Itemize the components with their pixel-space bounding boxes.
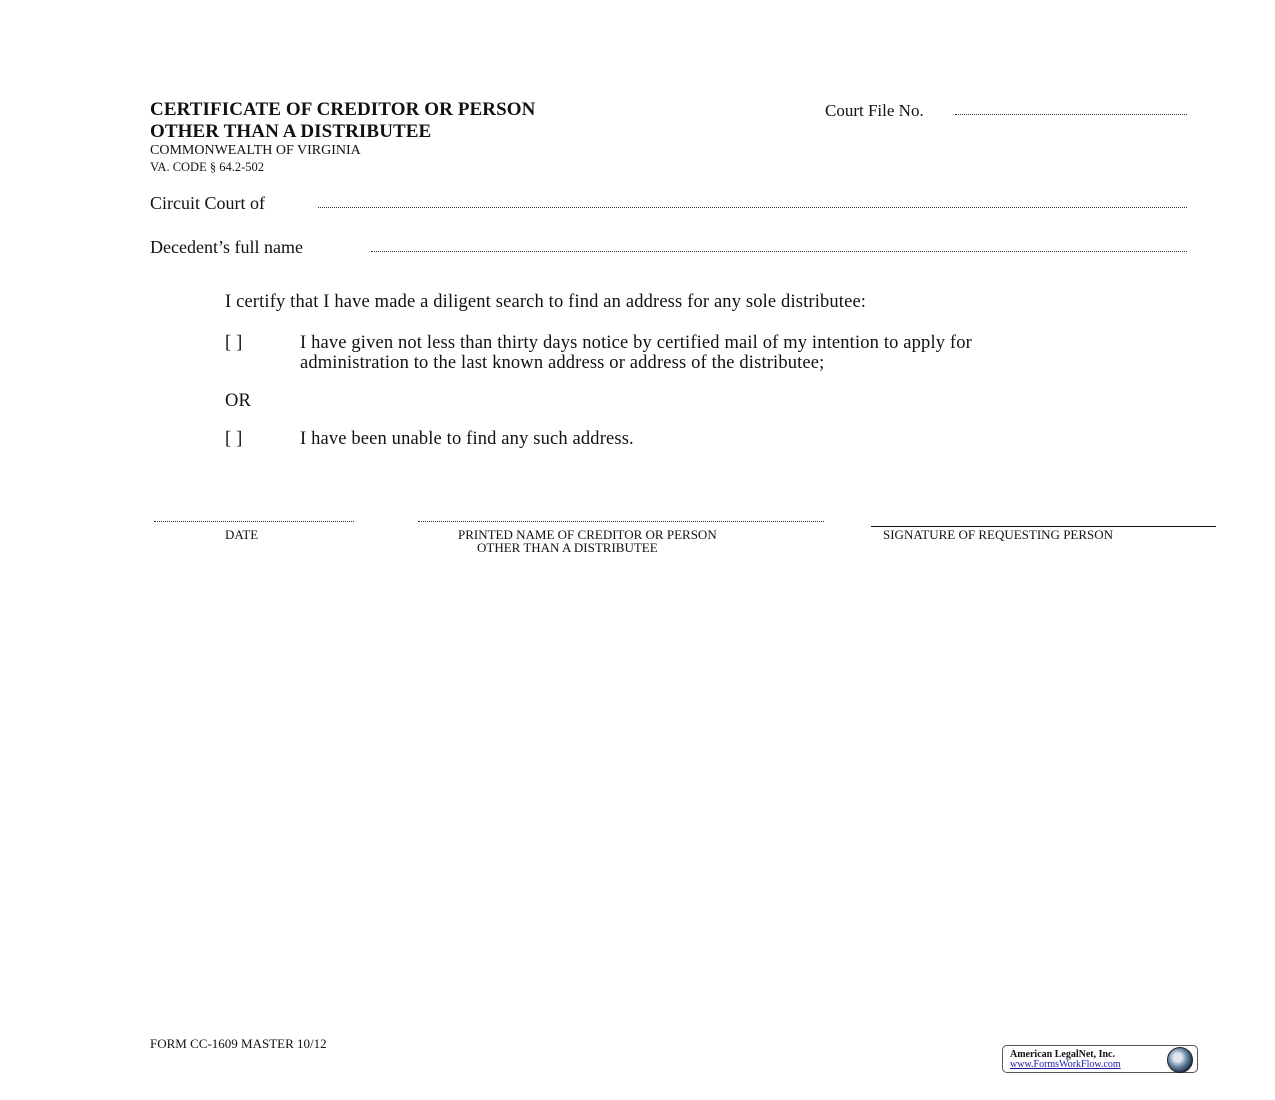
option2-checkbox[interactable]: [ ]: [225, 429, 243, 449]
date-field[interactable]: [154, 521, 354, 522]
printed-name-field[interactable]: [418, 521, 824, 522]
option1-checkbox[interactable]: [ ]: [225, 333, 243, 353]
printed-name-caption-line2: OTHER THAN A DISTRIBUTEE: [477, 540, 658, 555]
court-file-number-field[interactable]: [955, 114, 1187, 115]
vendor-name: American LegalNet, Inc.: [1010, 1049, 1115, 1060]
statute-code-label: VA. CODE § 64.2-502: [150, 160, 265, 174]
decedent-name-field[interactable]: [371, 251, 1187, 252]
option2-text: I have been unable to find any such address.: [300, 429, 634, 449]
globe-icon: [1167, 1047, 1193, 1073]
date-caption: DATE: [225, 527, 259, 542]
decedent-name-label: Decedent’s full name: [150, 237, 303, 257]
form-title-line2: OTHER THAN A DISTRIBUTEE: [150, 121, 432, 142]
option1-text-line1: I have given not less than thirty days notice by certified mail of my intention to apply for: [300, 333, 972, 353]
option1-text-line2: administration to the last known address or address of the distributee;: [300, 353, 825, 373]
jurisdiction-label: COMMONWEALTH OF VIRGINIA: [150, 143, 361, 158]
or-separator: OR: [225, 391, 251, 411]
circuit-court-label: Circuit Court of: [150, 193, 265, 213]
vendor-badge[interactable]: [1002, 1045, 1198, 1073]
vendor-url-link[interactable]: www.FormsWorkFlow.com: [1010, 1059, 1121, 1070]
court-file-label: Court File No.: [825, 101, 924, 120]
printed-name-caption-line1: PRINTED NAME OF CREDITOR OR PERSON: [458, 527, 717, 542]
certification-intro: I certify that I have made a diligent search to find an address for any sole distributee:: [225, 292, 867, 312]
form-title-line1: CERTIFICATE OF CREDITOR OR PERSON: [150, 99, 536, 120]
form-id: FORM CC-1609 MASTER 10/12: [150, 1036, 327, 1051]
signature-caption: SIGNATURE OF REQUESTING PERSON: [883, 527, 1114, 542]
circuit-court-field[interactable]: [318, 207, 1187, 208]
